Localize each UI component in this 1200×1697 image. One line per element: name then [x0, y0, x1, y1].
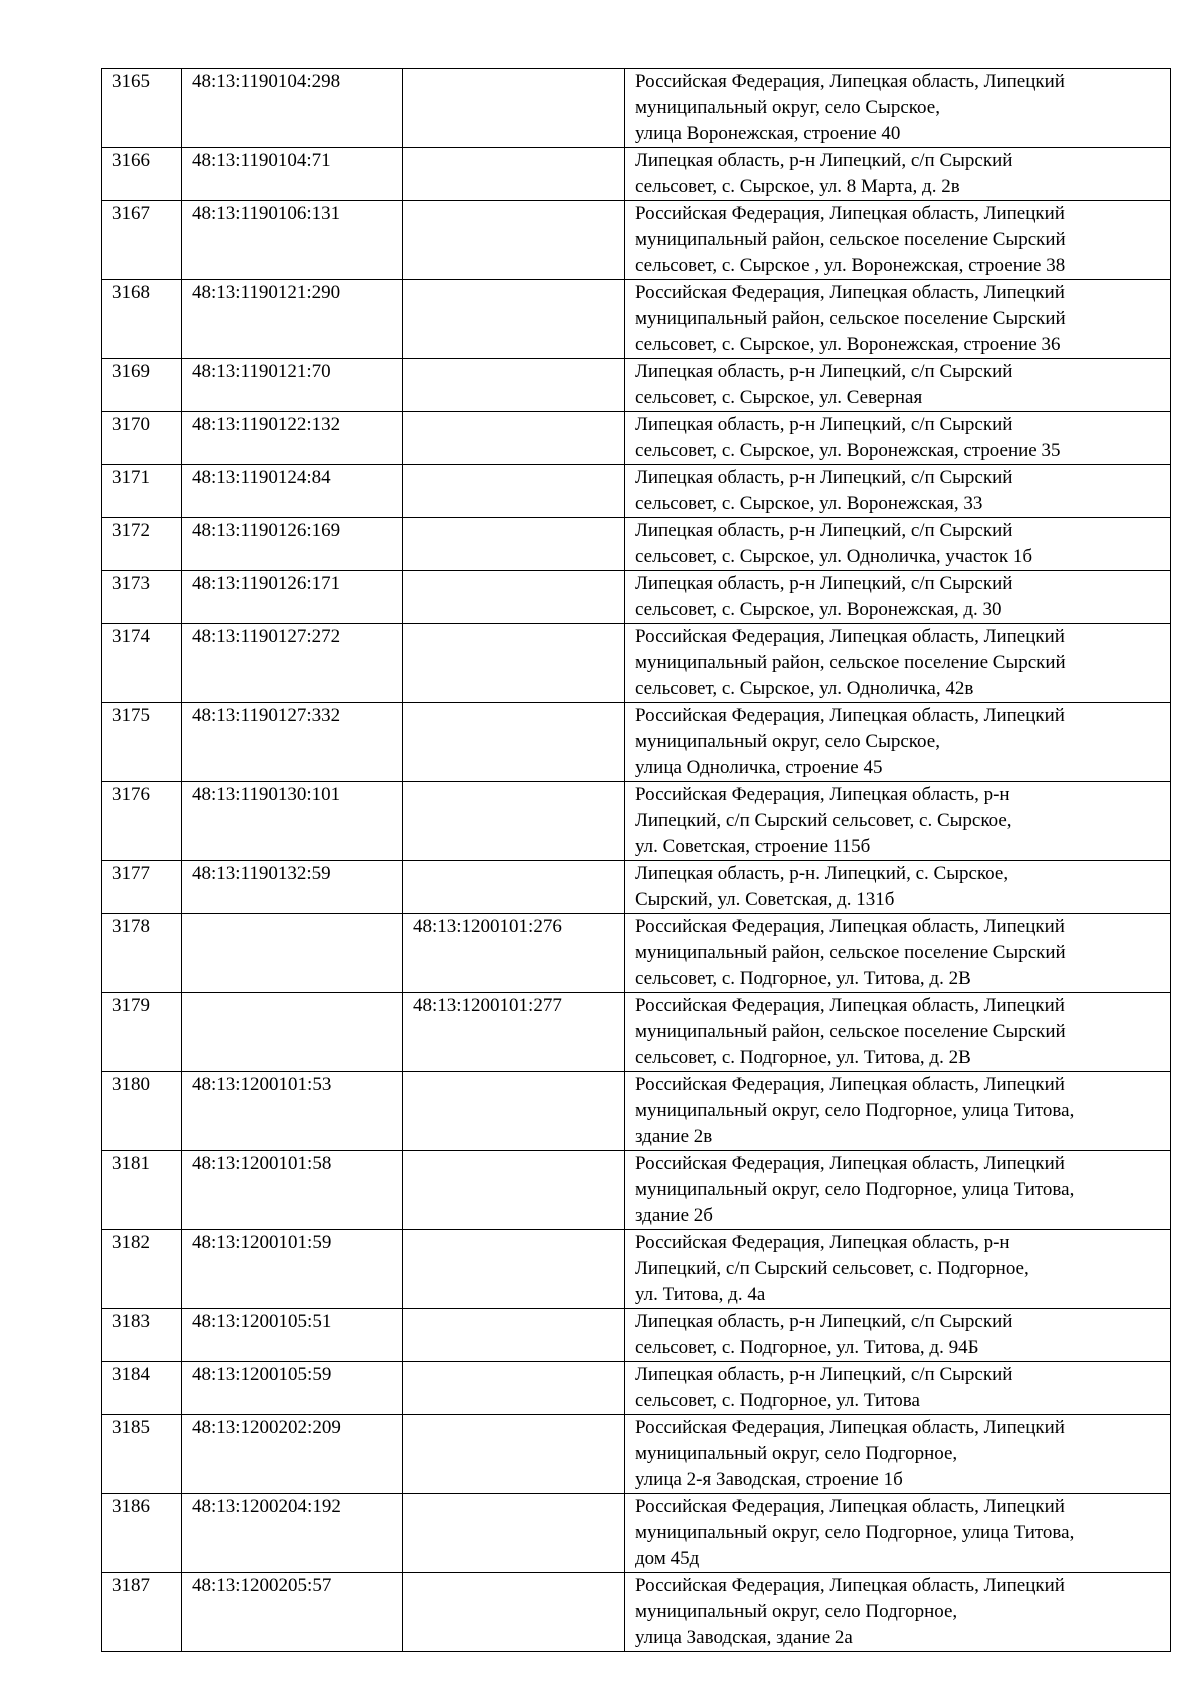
cadastral-number: 48:13:1190106:131: [182, 201, 403, 280]
cadastral-number-alt: [403, 359, 625, 412]
table-row: [102, 1494, 1171, 1573]
address: Российская Федерация, Липецкая область, Липецкий муниципальный округ, село Подгорное, улица 2-я Заводская, строение 1б: [625, 1415, 1171, 1494]
cadastral-number-alt: [403, 571, 625, 624]
row-number: 3181: [102, 1151, 182, 1230]
cadastral-number: [182, 993, 403, 1072]
row-number: 3183: [102, 1309, 182, 1362]
cadastral-number-alt: [403, 782, 625, 861]
cadastral-number: 48:13:1190104:71: [182, 148, 403, 201]
cadastral-number-alt: 48:13:1200101:276: [403, 914, 625, 993]
cadastral-number: 48:13:1190104:298: [182, 69, 403, 148]
table-row: [102, 518, 1171, 571]
cadastral-number-alt: [403, 703, 625, 782]
address: Липецкая область, р-н Липецкий, с/п Сырский сельсовет, с. Сырское, ул. 8 Марта, д. 2в: [625, 148, 1171, 201]
cadastral-number-alt: [403, 1151, 625, 1230]
cadastral-number: 48:13:1190126:171: [182, 571, 403, 624]
row-number: 3168: [102, 280, 182, 359]
table-row: [102, 412, 1171, 465]
row-number: 3175: [102, 703, 182, 782]
address: Российская Федерация, Липецкая область, Липецкий муниципальный округ, село Сырское, улица Одноличка, строение 45: [625, 703, 1171, 782]
cadastral-number-alt: [403, 465, 625, 518]
address: Российская Федерация, Липецкая область, р-н Липецкий, с/п Сырский сельсовет, с. Подгорное, ул. Титова, д. 4а: [625, 1230, 1171, 1309]
row-number: 3187: [102, 1573, 182, 1652]
cadastral-number: 48:13:1200105:59: [182, 1362, 403, 1415]
table-row: [102, 1362, 1171, 1415]
row-number: 3179: [102, 993, 182, 1072]
address: Липецкая область, р-н Липецкий, с/п Сырский сельсовет, с. Сырское, ул. Воронежская, 33: [625, 465, 1171, 518]
registry-table: [101, 68, 1171, 1652]
row-number: 3172: [102, 518, 182, 571]
registry-table-body: [102, 69, 1171, 1652]
address: Липецкая область, р-н Липецкий, с/п Сырский сельсовет, с. Сырское, ул. Воронежская, строение 35: [625, 412, 1171, 465]
table-row: [102, 1072, 1171, 1151]
table-row: [102, 148, 1171, 201]
cadastral-number: 48:13:1200101:59: [182, 1230, 403, 1309]
cadastral-number: 48:13:1200101:58: [182, 1151, 403, 1230]
address: Российская Федерация, Липецкая область, Липецкий муниципальный район, сельское поселение Сырский сельсовет, с. Подгорное, ул. Титова, д. 2В: [625, 914, 1171, 993]
cadastral-number: 48:13:1190121:70: [182, 359, 403, 412]
address: Российская Федерация, Липецкая область, Липецкий муниципальный район, сельское поселение Сырский сельсовет, с. Сырское, ул. Воронежская, строение 36: [625, 280, 1171, 359]
address: Российская Федерация, Липецкая область, Липецкий муниципальный округ, село Подгорное, улица Заводская, здание 2а: [625, 1573, 1171, 1652]
row-number: 3171: [102, 465, 182, 518]
cadastral-number-alt: [403, 1415, 625, 1494]
address: Липецкая область, р-н Липецкий, с/п Сырский сельсовет, с. Сырское, ул. Одноличка, участок 1б: [625, 518, 1171, 571]
row-number: 3165: [102, 69, 182, 148]
cadastral-number-alt: [403, 148, 625, 201]
row-number: 3178: [102, 914, 182, 993]
cadastral-number: 48:13:1200105:51: [182, 1309, 403, 1362]
cadastral-number-alt: [403, 1309, 625, 1362]
row-number: 3186: [102, 1494, 182, 1573]
cadastral-number: 48:13:1190132:59: [182, 861, 403, 914]
address: Липецкая область, р-н Липецкий, с/п Сырский сельсовет, с. Подгорное, ул. Титова, д. 94Б: [625, 1309, 1171, 1362]
row-number: 3182: [102, 1230, 182, 1309]
cadastral-number: 48:13:1190124:84: [182, 465, 403, 518]
table-row: [102, 1230, 1171, 1309]
table-row: [102, 782, 1171, 861]
address: Липецкая область, р-н Липецкий, с/п Сырский сельсовет, с. Подгорное, ул. Титова: [625, 1362, 1171, 1415]
cadastral-number-alt: [403, 280, 625, 359]
row-number: 3167: [102, 201, 182, 280]
row-number: 3176: [102, 782, 182, 861]
row-number: 3184: [102, 1362, 182, 1415]
row-number: 3169: [102, 359, 182, 412]
cadastral-number-alt: [403, 518, 625, 571]
table-row: [102, 861, 1171, 914]
cadastral-number: 48:13:1190121:290: [182, 280, 403, 359]
cadastral-number: 48:13:1190130:101: [182, 782, 403, 861]
cadastral-number-alt: [403, 1494, 625, 1573]
address: Российская Федерация, Липецкая область, Липецкий муниципальный район, сельское поселение Сырский сельсовет, с. Сырское, ул. Одноличка, 42в: [625, 624, 1171, 703]
address: Липецкая область, р-н. Липецкий, с. Сырское, Сырский, ул. Советская, д. 131б: [625, 861, 1171, 914]
table-row: [102, 465, 1171, 518]
cadastral-number: 48:13:1200202:209: [182, 1415, 403, 1494]
cadastral-number: 48:13:1200101:53: [182, 1072, 403, 1151]
address: Российская Федерация, Липецкая область, Липецкий муниципальный округ, село Сырское, улица Воронежская, строение 40: [625, 69, 1171, 148]
table-row: [102, 571, 1171, 624]
row-number: 3166: [102, 148, 182, 201]
cadastral-number: [182, 914, 403, 993]
table-row: [102, 280, 1171, 359]
cadastral-number-alt: [403, 412, 625, 465]
row-number: 3170: [102, 412, 182, 465]
row-number: 3173: [102, 571, 182, 624]
table-row: [102, 703, 1171, 782]
cadastral-number-alt: [403, 201, 625, 280]
table-row: [102, 1309, 1171, 1362]
table-row: [102, 201, 1171, 280]
cadastral-number-alt: [403, 1573, 625, 1652]
table-row: [102, 993, 1171, 1072]
row-number: 3185: [102, 1415, 182, 1494]
address: Российская Федерация, Липецкая область, Липецкий муниципальный округ, село Подгорное, улица Титова, дом 45д: [625, 1494, 1171, 1573]
address: Российская Федерация, Липецкая область, р-н Липецкий, с/п Сырский сельсовет, с. Сырское, ул. Советская, строение 115б: [625, 782, 1171, 861]
table-row: [102, 1415, 1171, 1494]
row-number: 3174: [102, 624, 182, 703]
address: Липецкая область, р-н Липецкий, с/п Сырский сельсовет, с. Сырское, ул. Северная: [625, 359, 1171, 412]
row-number: 3180: [102, 1072, 182, 1151]
table-row: [102, 69, 1171, 148]
table-row: [102, 914, 1171, 993]
address: Липецкая область, р-н Липецкий, с/п Сырский сельсовет, с. Сырское, ул. Воронежская, д. 30: [625, 571, 1171, 624]
address: Российская Федерация, Липецкая область, Липецкий муниципальный район, сельское поселение Сырский сельсовет, с. Подгорное, ул. Титова, д. 2В: [625, 993, 1171, 1072]
cadastral-number-alt: [403, 1362, 625, 1415]
table-row: [102, 624, 1171, 703]
cadastral-number-alt: [403, 69, 625, 148]
cadastral-number-alt: [403, 1072, 625, 1151]
table-row: [102, 1151, 1171, 1230]
cadastral-number: 48:13:1190127:272: [182, 624, 403, 703]
address: Российская Федерация, Липецкая область, Липецкий муниципальный район, сельское поселение Сырский сельсовет, с. Сырское , ул. Воронежская, строение 38: [625, 201, 1171, 280]
address: Российская Федерация, Липецкая область, Липецкий муниципальный округ, село Подгорное, улица Титова, здание 2в: [625, 1072, 1171, 1151]
table-row: [102, 359, 1171, 412]
cadastral-number: 48:13:1190127:332: [182, 703, 403, 782]
cadastral-number: 48:13:1190126:169: [182, 518, 403, 571]
cadastral-number: 48:13:1190122:132: [182, 412, 403, 465]
cadastral-number: 48:13:1200204:192: [182, 1494, 403, 1573]
table-row: [102, 1573, 1171, 1652]
address: Российская Федерация, Липецкая область, Липецкий муниципальный округ, село Подгорное, улица Титова, здание 2б: [625, 1151, 1171, 1230]
cadastral-number-alt: [403, 624, 625, 703]
row-number: 3177: [102, 861, 182, 914]
cadastral-number: 48:13:1200205:57: [182, 1573, 403, 1652]
cadastral-number-alt: 48:13:1200101:277: [403, 993, 625, 1072]
cadastral-number-alt: [403, 861, 625, 914]
cadastral-number-alt: [403, 1230, 625, 1309]
